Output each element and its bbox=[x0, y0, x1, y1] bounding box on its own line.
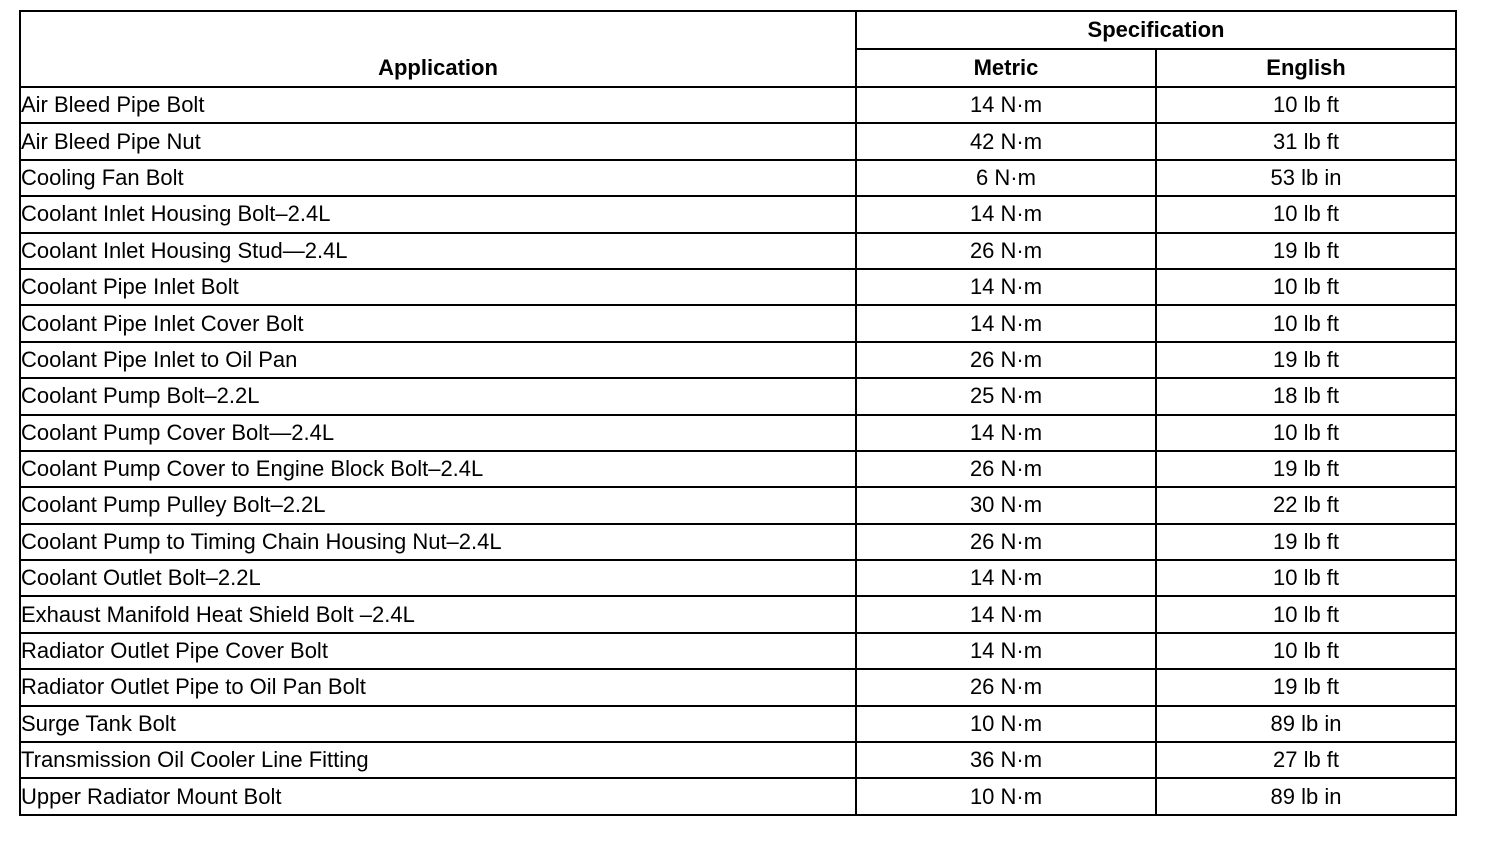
table-body bbox=[20, 87, 1456, 815]
metric-cell: 30 N·m bbox=[856, 487, 1156, 523]
application-cell: Coolant Pipe Inlet Bolt bbox=[20, 269, 856, 305]
english-cell: 19 lb ft bbox=[1156, 451, 1456, 487]
metric-cell: 10 N·m bbox=[856, 778, 1156, 814]
english-cell: 10 lb ft bbox=[1156, 196, 1456, 232]
application-cell: Coolant Outlet Bolt–2.2L bbox=[20, 560, 856, 596]
application-cell: Cooling Fan Bolt bbox=[20, 160, 856, 196]
table-row bbox=[20, 487, 1456, 523]
table-row bbox=[20, 305, 1456, 341]
english-cell: 89 lb in bbox=[1156, 706, 1456, 742]
specification-header: Specification bbox=[856, 11, 1456, 49]
english-header: English bbox=[1156, 49, 1456, 87]
table-row bbox=[20, 378, 1456, 414]
english-cell: 89 lb in bbox=[1156, 778, 1456, 814]
english-cell: 19 lb ft bbox=[1156, 524, 1456, 560]
table-row bbox=[20, 233, 1456, 269]
metric-cell: 14 N·m bbox=[856, 633, 1156, 669]
table-row bbox=[20, 160, 1456, 196]
english-cell: 22 lb ft bbox=[1156, 487, 1456, 523]
application-cell: Coolant Inlet Housing Bolt–2.4L bbox=[20, 196, 856, 232]
application-header: Application bbox=[20, 11, 856, 87]
english-cell: 19 lb ft bbox=[1156, 669, 1456, 705]
table-row bbox=[20, 596, 1456, 632]
application-cell: Coolant Inlet Housing Stud—2.4L bbox=[20, 233, 856, 269]
english-cell: 53 lb in bbox=[1156, 160, 1456, 196]
application-cell: Coolant Pump Pulley Bolt–2.2L bbox=[20, 487, 856, 523]
english-cell: 31 lb ft bbox=[1156, 123, 1456, 159]
metric-cell: 10 N·m bbox=[856, 706, 1156, 742]
metric-cell: 26 N·m bbox=[856, 342, 1156, 378]
english-cell: 10 lb ft bbox=[1156, 87, 1456, 123]
application-cell: Coolant Pipe Inlet Cover Bolt bbox=[20, 305, 856, 341]
table-row bbox=[20, 87, 1456, 123]
application-cell: Coolant Pump Bolt–2.2L bbox=[20, 378, 856, 414]
table-row bbox=[20, 706, 1456, 742]
application-cell: Surge Tank Bolt bbox=[20, 706, 856, 742]
english-cell: 19 lb ft bbox=[1156, 342, 1456, 378]
metric-cell: 14 N·m bbox=[856, 269, 1156, 305]
table-row bbox=[20, 560, 1456, 596]
english-cell: 10 lb ft bbox=[1156, 305, 1456, 341]
metric-cell: 14 N·m bbox=[856, 596, 1156, 632]
metric-cell: 36 N·m bbox=[856, 742, 1156, 778]
application-cell: Coolant Pump Cover Bolt—2.4L bbox=[20, 415, 856, 451]
table-row bbox=[20, 196, 1456, 232]
table-header bbox=[20, 11, 1456, 87]
table-row bbox=[20, 269, 1456, 305]
metric-header: Metric bbox=[856, 49, 1156, 87]
application-cell: Exhaust Manifold Heat Shield Bolt –2.4L bbox=[20, 596, 856, 632]
table-row bbox=[20, 415, 1456, 451]
english-cell: 10 lb ft bbox=[1156, 415, 1456, 451]
english-cell: 19 lb ft bbox=[1156, 233, 1456, 269]
table-row bbox=[20, 742, 1456, 778]
english-cell: 18 lb ft bbox=[1156, 378, 1456, 414]
metric-cell: 14 N·m bbox=[856, 415, 1156, 451]
english-cell: 10 lb ft bbox=[1156, 633, 1456, 669]
metric-cell: 26 N·m bbox=[856, 669, 1156, 705]
metric-cell: 25 N·m bbox=[856, 378, 1156, 414]
table-row bbox=[20, 342, 1456, 378]
metric-cell: 26 N·m bbox=[856, 233, 1156, 269]
english-cell: 10 lb ft bbox=[1156, 560, 1456, 596]
english-cell: 10 lb ft bbox=[1156, 269, 1456, 305]
metric-cell: 26 N·m bbox=[856, 451, 1156, 487]
table-row bbox=[20, 778, 1456, 814]
english-cell: 27 lb ft bbox=[1156, 742, 1456, 778]
application-cell: Radiator Outlet Pipe Cover Bolt bbox=[20, 633, 856, 669]
application-cell: Air Bleed Pipe Nut bbox=[20, 123, 856, 159]
metric-cell: 26 N·m bbox=[856, 524, 1156, 560]
metric-cell: 14 N·m bbox=[856, 560, 1156, 596]
application-cell: Coolant Pipe Inlet to Oil Pan bbox=[20, 342, 856, 378]
application-cell: Coolant Pump to Timing Chain Housing Nut–2.4L bbox=[20, 524, 856, 560]
application-cell: Coolant Pump Cover to Engine Block Bolt–2.4L bbox=[20, 451, 856, 487]
table-row bbox=[20, 669, 1456, 705]
application-cell: Radiator Outlet Pipe to Oil Pan Bolt bbox=[20, 669, 856, 705]
application-cell: Air Bleed Pipe Bolt bbox=[20, 87, 856, 123]
english-cell: 10 lb ft bbox=[1156, 596, 1456, 632]
application-cell: Transmission Oil Cooler Line Fitting bbox=[20, 742, 856, 778]
metric-cell: 14 N·m bbox=[856, 87, 1156, 123]
table-row bbox=[20, 633, 1456, 669]
application-cell: Upper Radiator Mount Bolt bbox=[20, 778, 856, 814]
table-row bbox=[20, 524, 1456, 560]
table-row bbox=[20, 451, 1456, 487]
metric-cell: 14 N·m bbox=[856, 196, 1156, 232]
metric-cell: 6 N·m bbox=[856, 160, 1156, 196]
torque-spec-table bbox=[19, 10, 1457, 816]
metric-cell: 42 N·m bbox=[856, 123, 1156, 159]
metric-cell: 14 N·m bbox=[856, 305, 1156, 341]
header-row-top bbox=[20, 11, 1456, 49]
table-row bbox=[20, 123, 1456, 159]
